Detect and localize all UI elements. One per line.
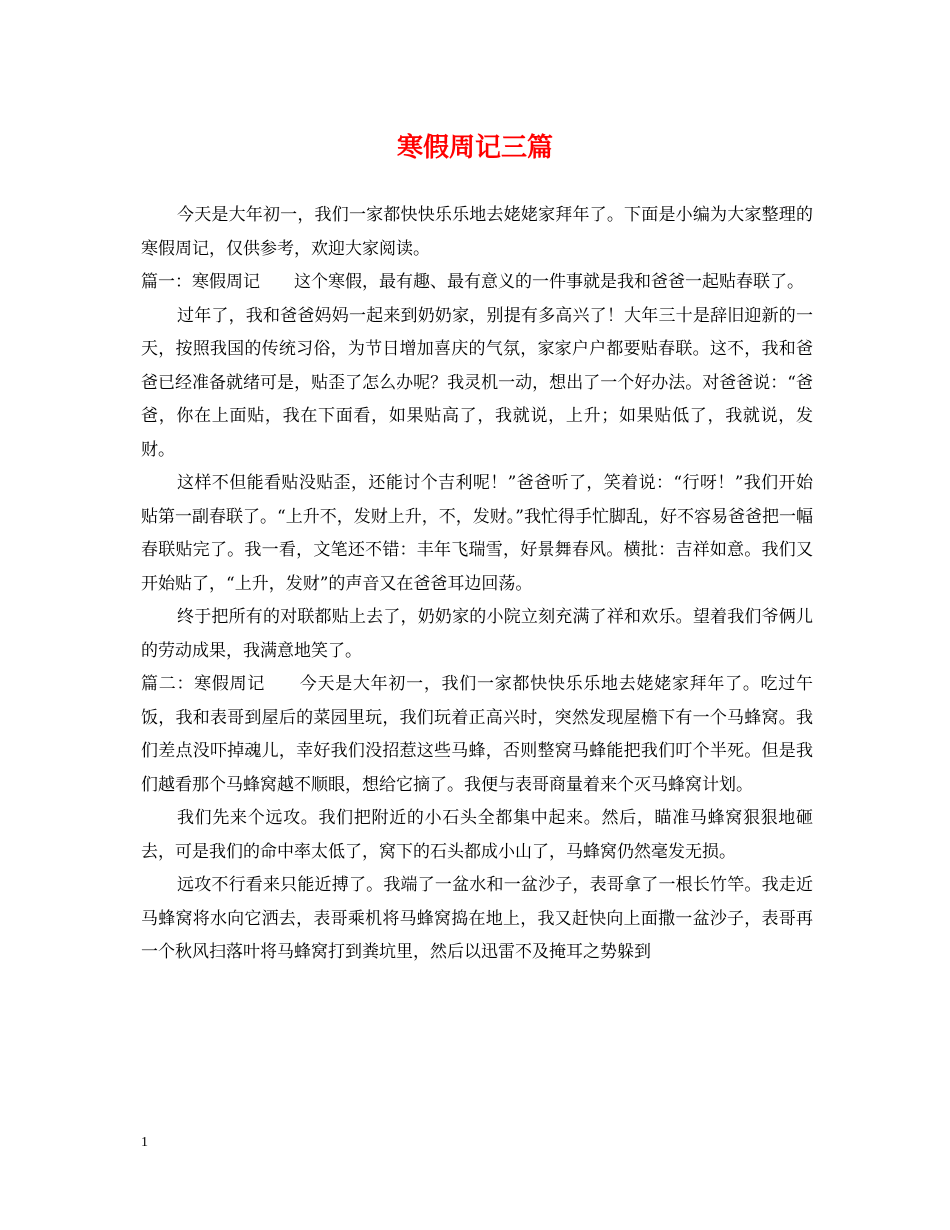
paragraph-close-combat: 远攻不行看来只能近搏了。我端了一盆水和一盆沙子，表哥拿了一根长竹竿。我走近马蜂窝将水向它洒去，表哥乘机将马蜂窝捣在地上，我又赶快向上面撒一盆沙子，表哥再一个秋风扫落叶将马蜂窝打到粪坑里，然后以迅雷不及掩耳之势躲到 [141, 875, 813, 962]
paragraph-long-range-attack: 我们先来个远攻。我们把附近的小石头全都集中起来。然后，瞄准马蜂窝狠狠地砸去，可是我们的命中率太低了，窝下的石头都成小山了，马蜂窝仍然毫发无损。 [141, 808, 813, 862]
section-heading-part-two: 篇二：寒假周记 [141, 674, 266, 694]
document-title: 寒假周记三篇 [396, 133, 553, 163]
paragraph-part-two-start [141, 668, 813, 802]
paragraph-part-one-text: 这个寒假，最有趣、最有意义的一件事就是我和爸爸一起贴春联了。 [294, 272, 804, 292]
paragraph-new-year: 过年了，我和爸爸妈妈一起来到奶奶家，别提有多高兴了！大年三十是辞旧迎新的一天，按照我国的传统习俗，为节日增加喜庆的气氛，家家户户都要贴春联。这不，我和爸爸已经准备就绪可是，贴歪了怎么办呢？我灵机一动，想出了一个好办法。对爸爸说：“爸爸，你在上面贴，我在下面看，如果贴高了，我就说，上升；如果贴低了，我就说，发财。 [141, 305, 813, 460]
paragraph-part-two-text: 今天是大年初一，我们一家都快快乐乐地去姥姥家拜年了。吃过午饭，我和表哥到屋后的菜园里玩，我们玩着正高兴时，突然发现屋檐下有一个马蜂窝。我们差点没吓掉魂儿，幸好我们没招惹这些马蜂，否则整窝马蜂能把我们叮个半死。但是我们越看那个马蜂窝越不顺眼，想给它摘了。我便与表哥商量着来个灭马蜂窝计划。 [141, 674, 814, 795]
document-body [141, 199, 813, 970]
paragraph-finished: 终于把所有的对联都贴上去了，奶奶家的小院立刻充满了祥和欢乐。望着我们爷俩儿的劳动成果，我满意地笑了。 [141, 607, 813, 661]
paragraph-part-one-start [141, 266, 813, 300]
section-heading-part-one: 篇一：寒假周记 [141, 272, 260, 292]
paragraph-intro: 今天是大年初一，我们一家都快快乐乐地去姥姥家拜年了。下面是小编为大家整理的寒假周记，仅供参考，欢迎大家阅读。 [141, 205, 813, 259]
page-number: 1 [141, 1135, 148, 1150]
paragraph-couplets: 这样不但能看贴没贴歪，还能讨个吉利呢！”爸爸听了，笑着说：“行呀！”我们开始贴第一副春联了。“上升不，发财上升，不，发财。”我忙得手忙脚乱，好不容易爸爸把一幅春联贴完了。我一看，文笔还不错：丰年飞瑞雪，好景舞春风。横批：吉祥如意。我们又开始贴了，“上升，发财”的声音又在爸爸耳边回荡。 [141, 473, 813, 594]
